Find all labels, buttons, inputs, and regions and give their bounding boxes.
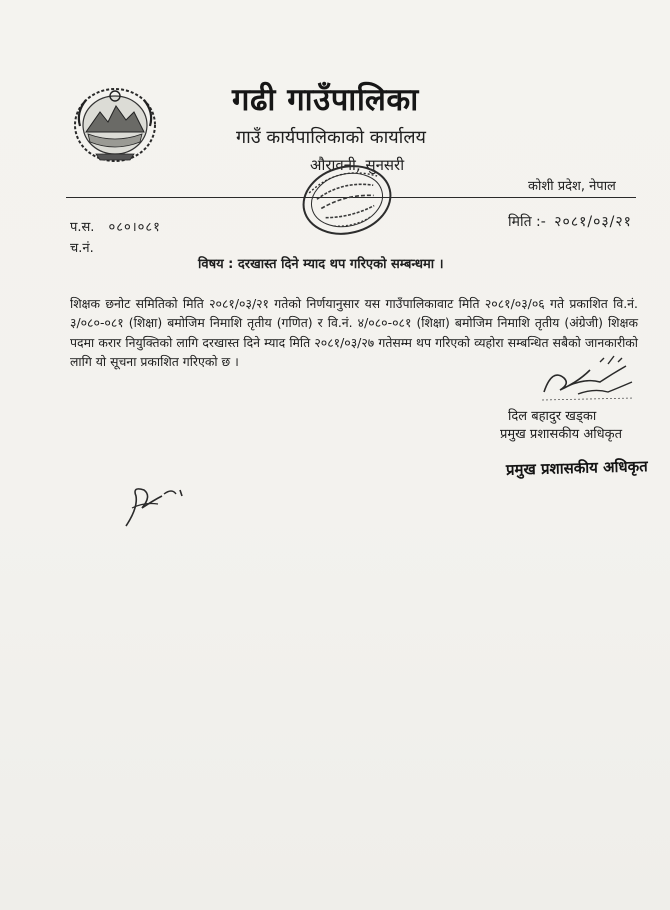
handwritten-signature: [538, 348, 638, 404]
signatory-title: प्रमुख प्रशासकीय अधिकृत: [500, 427, 623, 442]
dispatch-number-label: च.नं.: [70, 241, 94, 256]
office-subtitle: गाउँ कार्यपालिकाको कार्यालय: [236, 127, 426, 148]
subject-line: विषय : दरखास्त दिने म्याद थप गरिएको सम्बन्धमा ।: [198, 257, 444, 272]
nepal-emblem-icon: [70, 82, 160, 164]
notice-body: शिक्षक छनोट समितिको मिति २०८१/०३/२१ गतेको निर्णयानुसार यस गाउँपालिकावाट मिति २०८१/०३/०६ गते प्रकाशित वि.नं. ३/०८०-०८१ (शिक्षा) बमोजिम निमाशि तृतीय (गणित) र वि.नं. ४/०८०-०८१ (शिक्षा) बमोजिम निमाशि तृतीय (अंग्रेजी) शिक्षक पदमा करार नियुक्तिको लागि दरखास्त दिने म्याद मिति २०८१/०३/२७ गतेसम्म थप गरिएको व्यहोरा सम्बन्धित सबैको जानकारीको लागि यो सूचना प्रकाशित गरिएको छ ।: [70, 296, 638, 370]
office-name: गढी गाउँपालिका: [232, 82, 419, 118]
date-value: २०८१/०३/२१: [554, 214, 632, 230]
designation-stamp: प्रमुख प्रशासकीय अधिकृत: [505, 457, 648, 479]
office-seal-stamp: [298, 162, 396, 238]
letter-date: [508, 212, 632, 231]
date-label: मिति :-: [508, 214, 546, 230]
office-address: औरावनी, सुनसरी: [310, 156, 405, 174]
reference-label: प.स.: [70, 220, 95, 235]
handwritten-scribble: [118, 478, 198, 532]
province-label: कोशी प्रदेश, नेपाल: [528, 179, 616, 194]
reference-number: [70, 217, 161, 235]
signatory-name: दिल बहादुर खड्का: [508, 409, 597, 424]
reference-value: ०८०।०८१: [108, 220, 161, 235]
